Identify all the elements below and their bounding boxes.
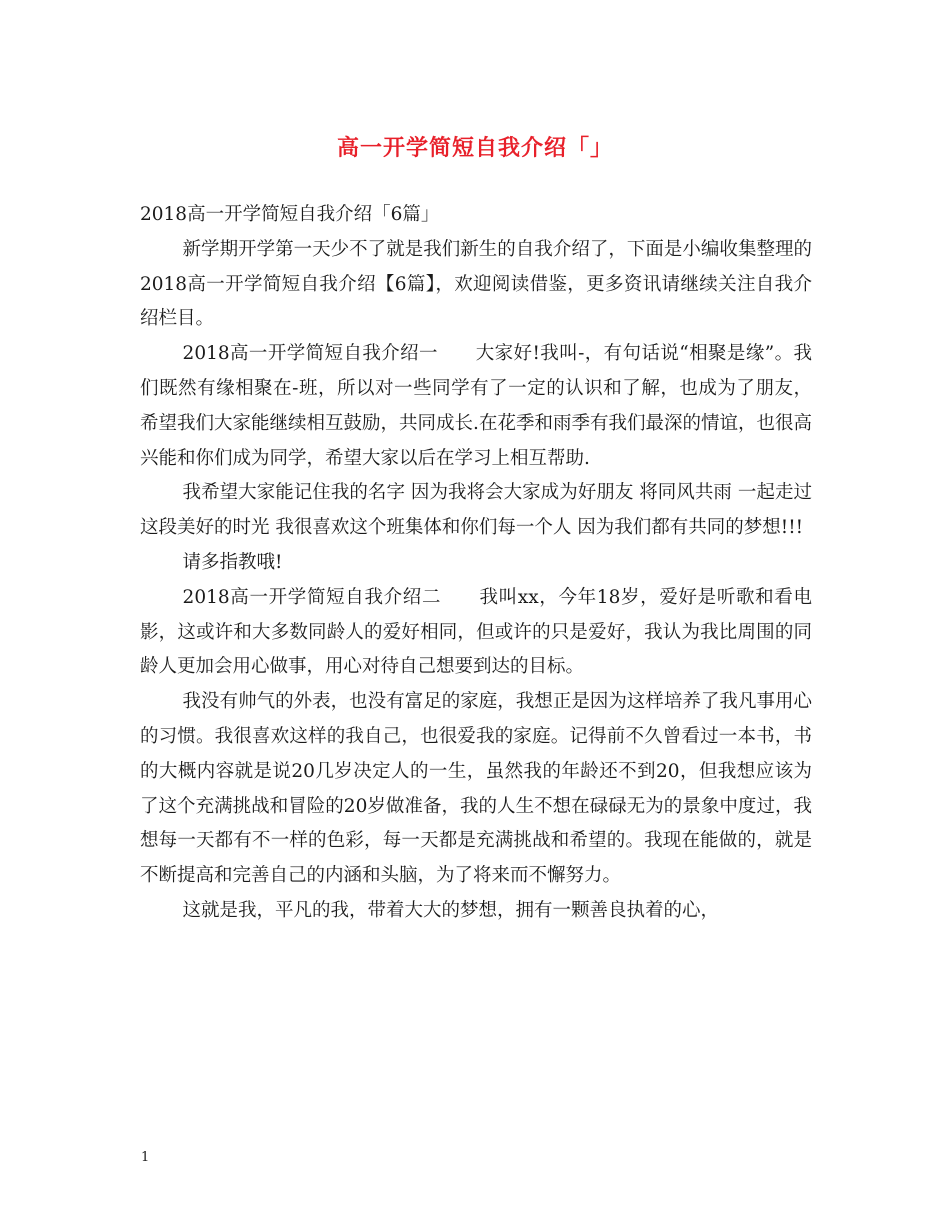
document-body — [140, 198, 812, 929]
document-subtitle: 2018高一开学简短自我介绍「6篇」 — [140, 204, 440, 225]
paragraph-please-advise: 请多指教哦! — [182, 551, 283, 573]
paragraph-intro-two: 2018高一开学简短自我介绍二 我叫xx，今年18岁，爱好是听歌和看电影，这或许和大多数同龄人的爱好相同，但或许的只是爱好，我认为我比周围的同龄人更加会用心做事，用心对待自己想要到达的目标。 — [140, 586, 812, 678]
paragraph-this-is-me: 这就是我，平凡的我，带着大大的梦想，拥有一颗善良执着的心， — [182, 899, 720, 921]
paragraph-intro: 新学期开学第一天少不了就是我们新生的自我介绍了，下面是小编收集整理的2018高一开学简短自我介绍【6篇】，欢迎阅读借鉴，更多资讯请继续关注自我介绍栏目。 — [140, 238, 812, 330]
document-title: 高一开学简短自我介绍「」 — [336, 135, 613, 161]
paragraph-no-handsome: 我没有帅气的外表，也没有富足的家庭，我想正是因为这样培养了我凡事用心的习惯。我很喜欢这样的我自己，也很爱我的家庭。记得前不久曾看过一本书，书的大概内容就是说20几岁决定人的一生，虽然我的年龄还不到20，但我想应该为了这个充满挑战和冒险的20岁做准备，我的人生不想在碌碌无为的景象中度过，我想每一天都有不一样的色彩，每一天都是充满挑战和希望的。我现在能做的，就是不断提高和完善自己的内涵和头脑，为了将来而不懈努力。 — [140, 691, 812, 887]
paragraph-remember-name: 我希望大家能记住我的名字 因为我将会大家成为好朋友 将同风共雨 一起走过这段美好的时光 我很喜欢这个班集体和你们每一个人 因为我们都有共同的梦想!!! — [140, 482, 812, 539]
page-number: 1 — [141, 1150, 150, 1165]
paragraph-intro-one: 2018高一开学简短自我介绍一 大家好!我叫-，有句话说“相聚是缘”。我们既然有缘相聚在-班，所以对一些同学有了一定的认识和了解，也成为了朋友，希望我们大家能继续相互鼓励，共同成长.在花季和雨季有我们最深的情谊，也很高兴能和你们成为同学，希望大家以后在学习上相互帮助. — [140, 343, 812, 469]
